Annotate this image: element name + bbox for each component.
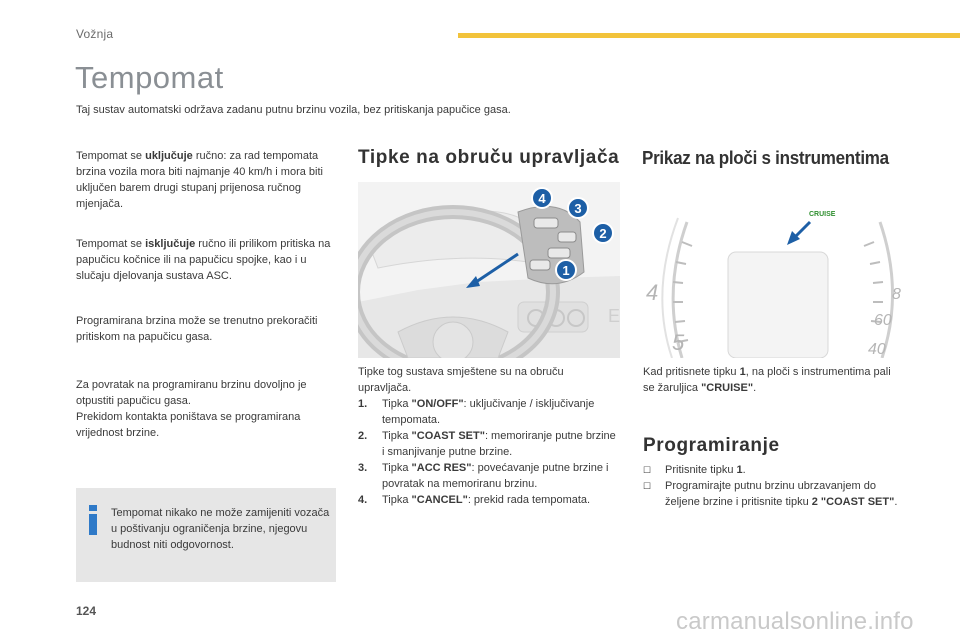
dial-number: 5	[672, 330, 685, 355]
svg-text:1: 1	[562, 263, 570, 278]
dial-number: 40	[868, 341, 886, 358]
watermark: carmanualsonline.info	[676, 608, 914, 635]
list-item: 2. Tipka "COAST SET": memoriranje putne brzine i smanjivanje putne brzine.	[358, 430, 616, 458]
steering-wheel-image	[358, 182, 620, 358]
cluster-heading: Prikaz na ploči s instrumentima	[642, 147, 889, 168]
bullet-icon: ☐	[643, 465, 652, 475]
paragraph-return-a: Za povratak na programiranu brzinu dovoljno je otpustiti papučicu gasa.	[76, 379, 307, 407]
paragraph-switch-off: Tempomat se isključuje ručno ili prilikom pritiska na papučicu kočnice ili na papučicu spojke, kao i u slučaju djelovanja sustava ASC.	[76, 238, 331, 282]
info-icon	[86, 505, 100, 535]
instrument-cluster-image	[642, 182, 904, 358]
svg-text:3: 3	[574, 201, 582, 216]
section-label: Vožnja	[76, 27, 114, 41]
page-title: Tempomat	[75, 60, 224, 95]
paragraph-switch-on: Tempomat se uključuje ručno: za rad tempomata brzina vozila mora biti najmanje 40 km/h i mora biti uključen barem drugi stupanj prijenosa ručnog mjenjača.	[76, 150, 323, 210]
list-item: ☐ Programirajte putnu brzinu ubrzavanjem do željene brzine i pritisnite tipku 2 "COAST SET".	[643, 480, 898, 508]
programming-steps	[643, 462, 905, 510]
page-number: 124	[76, 604, 97, 618]
marker-1	[556, 260, 576, 280]
note-text: Tempomat nikako ne može zamijeniti vozača u poštivanju ograničenja brzine, njegovu budnost niti odgovornost.	[111, 507, 330, 551]
steering-heading: Tipke na obruču upravljača	[358, 147, 620, 168]
svg-text:2: 2	[599, 226, 607, 241]
paragraph-override: Programirana brzina može se trenutno prekoračiti pritiskom na papučicu gasa.	[76, 315, 318, 343]
marker-2	[593, 223, 613, 243]
cluster-caption: Kad pritisnete tipku 1, na ploči s instrumentima pali se žaruljica "CRUISE".	[643, 366, 891, 394]
intro-text: Taj sustav automatski održava zadanu putnu brzinu vozila, bez pritiskanja papučice gasa.	[76, 104, 511, 116]
steering-caption: Tipke tog sustava smještene su na obruču upravljača.	[358, 366, 564, 394]
marker-4	[532, 188, 552, 208]
dial-number: 4	[646, 280, 659, 305]
list-item: 1. Tipka "ON/OFF": uključivanje / isključivanje tempomata.	[358, 398, 595, 426]
list-item: 3. Tipka "ACC RES": povećavanje putne brzine i povratak na memoriranu brzinu.	[358, 462, 609, 490]
header-accent-bar	[458, 33, 960, 38]
cruise-indicator-label: CRUISE	[809, 211, 836, 218]
dial-number: 8	[892, 286, 901, 303]
marker-3	[568, 198, 588, 218]
paragraph-return-b: Prekidom kontakta poništava se programirana vrijednost brzine.	[76, 411, 301, 439]
steering-button-list	[358, 396, 620, 508]
svg-text:4: 4	[538, 191, 546, 206]
programming-heading: Programiranje	[643, 435, 780, 456]
svg-text:E: E	[608, 306, 620, 326]
list-item: ☐ Pritisnite tipku 1.	[643, 464, 746, 476]
dial-number: 60	[874, 312, 892, 329]
list-item: 4. Tipka "CANCEL": prekid rada tempomata.	[358, 494, 591, 506]
bullet-icon: ☐	[643, 481, 652, 491]
paragraph-return	[76, 377, 338, 441]
